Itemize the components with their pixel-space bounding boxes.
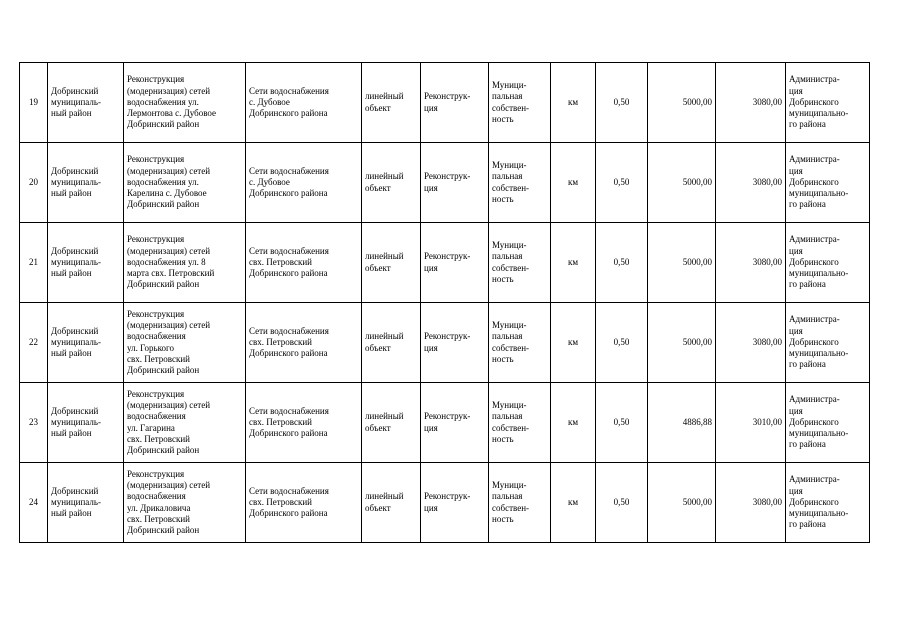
row-number <box>20 223 48 303</box>
cost-cell <box>648 223 716 303</box>
row-number <box>20 143 48 223</box>
table-body <box>20 63 870 543</box>
work-type-cell-text: Реконструк- ция <box>424 171 471 193</box>
object-type-cell <box>362 303 421 383</box>
unit-cell <box>551 303 596 383</box>
cost-cell-text: 4886,88 <box>682 416 712 427</box>
unit-cell <box>551 63 596 143</box>
investment-projects-table <box>19 62 870 543</box>
project-name-cell <box>124 63 246 143</box>
object-type-cell-text: линейный объект <box>365 411 404 433</box>
row-number-text: 23 <box>29 416 38 427</box>
ownership-cell-text: Муници- пальная собствен- ность <box>492 240 530 284</box>
municipality-cell <box>48 303 124 383</box>
quantity-cell <box>596 383 648 463</box>
customer-cell <box>786 303 870 383</box>
object-type-cell-text: линейный объект <box>365 251 404 273</box>
cost-cell-text: 5000,00 <box>682 96 712 107</box>
municipality-cell-text: Добринский муниципаль- ный район <box>51 405 101 439</box>
object-name-cell <box>246 303 362 383</box>
project-name-cell <box>124 143 246 223</box>
quantity-cell-text: 0,50 <box>613 416 630 427</box>
project-name-cell <box>124 383 246 463</box>
object-type-cell <box>362 223 421 303</box>
financing-cell <box>716 143 786 223</box>
unit-cell-text: км <box>567 496 579 507</box>
object-name-cell <box>246 143 362 223</box>
financing-cell-text: 3080,00 <box>752 256 782 267</box>
table-row <box>20 63 870 143</box>
ownership-cell-text: Муници- пальная собствен- ность <box>492 320 530 364</box>
object-type-cell-text: линейный объект <box>365 331 404 353</box>
row-number <box>20 383 48 463</box>
cost-cell <box>648 303 716 383</box>
project-name-cell-text: Реконструкция (модернизация) сетей водоснабжения ул. Гагарина свх. Петровский Добринский район <box>127 388 211 455</box>
quantity-cell-text: 0,50 <box>613 336 630 347</box>
municipality-cell <box>48 463 124 543</box>
customer-cell-text: Администра- ция Добринского муниципально- го района <box>789 74 849 130</box>
customer-cell <box>786 223 870 303</box>
table-row <box>20 463 870 543</box>
work-type-cell-text: Реконструк- ция <box>424 331 471 353</box>
unit-cell <box>551 223 596 303</box>
financing-cell <box>716 63 786 143</box>
cost-cell-text: 5000,00 <box>682 176 712 187</box>
object-name-cell-text: Сети водоснабжения свх. Петровский Добринского района <box>249 405 329 439</box>
municipality-cell-text: Добринский муниципаль- ный район <box>51 165 101 199</box>
municipality-cell-text: Добринский муниципаль- ный район <box>51 325 101 359</box>
ownership-cell-text: Муници- пальная собствен- ность <box>492 160 530 204</box>
municipality-cell <box>48 143 124 223</box>
financing-cell-text: 3010,00 <box>752 416 782 427</box>
row-number <box>20 63 48 143</box>
unit-cell-text: км <box>567 176 579 187</box>
unit-cell <box>551 143 596 223</box>
quantity-cell <box>596 303 648 383</box>
object-type-cell-text: линейный объект <box>365 171 404 193</box>
municipality-cell <box>48 383 124 463</box>
cost-cell <box>648 383 716 463</box>
unit-cell-text: км <box>567 336 579 347</box>
object-name-cell <box>246 463 362 543</box>
quantity-cell-text: 0,50 <box>613 96 630 107</box>
object-name-cell-text: Сети водоснабжения свх. Петровский Добринского района <box>249 245 329 279</box>
financing-cell-text: 3080,00 <box>752 336 782 347</box>
financing-cell <box>716 223 786 303</box>
cost-cell <box>648 143 716 223</box>
work-type-cell-text: Реконструк- ция <box>424 491 471 513</box>
customer-cell <box>786 63 870 143</box>
project-name-cell <box>124 463 246 543</box>
customer-cell <box>786 143 870 223</box>
quantity-cell-text: 0,50 <box>613 256 630 267</box>
work-type-cell <box>421 63 489 143</box>
ownership-cell <box>489 303 551 383</box>
object-name-cell <box>246 63 362 143</box>
financing-cell-text: 3080,00 <box>752 96 782 107</box>
cost-cell <box>648 63 716 143</box>
project-name-cell-text: Реконструкция (модернизация) сетей водоснабжения ул. 8 марта свх. Петровский Добринский район <box>127 234 215 290</box>
work-type-cell <box>421 383 489 463</box>
object-type-cell-text: линейный объект <box>365 91 404 113</box>
ownership-cell <box>489 383 551 463</box>
municipality-cell-text: Добринский муниципаль- ный район <box>51 85 101 119</box>
quantity-cell <box>596 223 648 303</box>
object-name-cell <box>246 383 362 463</box>
table-row <box>20 303 870 383</box>
object-name-cell-text: Сети водоснабжения с. Дубовое Добринского района <box>249 85 329 119</box>
table-row <box>20 223 870 303</box>
unit-cell-text: км <box>567 416 579 427</box>
municipality-cell-text: Добринский муниципаль- ный район <box>51 245 101 279</box>
customer-cell <box>786 463 870 543</box>
customer-cell-text: Администра- ция Добринского муниципально- го района <box>789 314 849 370</box>
row-number-text: 19 <box>29 96 38 107</box>
unit-cell-text: км <box>567 96 579 107</box>
unit-cell <box>551 383 596 463</box>
work-type-cell-text: Реконструк- ция <box>424 251 471 273</box>
project-name-cell-text: Реконструкция (модернизация) сетей водоснабжения ул. Лермонтова с. Дубовое Добринский район <box>127 74 216 130</box>
row-number-text: 22 <box>29 336 38 347</box>
object-type-cell <box>362 463 421 543</box>
cost-cell-text: 5000,00 <box>682 256 712 267</box>
financing-cell <box>716 463 786 543</box>
cost-cell <box>648 463 716 543</box>
customer-cell-text: Администра- ция Добринского муниципально- го района <box>789 154 849 210</box>
ownership-cell-text: Муници- пальная собствен- ность <box>492 480 530 524</box>
customer-cell <box>786 383 870 463</box>
ownership-cell-text: Муници- пальная собствен- ность <box>492 80 530 124</box>
customer-cell-text: Администра- ция Добринского муниципально- го района <box>789 234 849 290</box>
project-name-cell-text: Реконструкция (модернизация) сетей водоснабжения ул. Дрикаловича свх. Петровский Добринский район <box>127 468 211 535</box>
ownership-cell <box>489 223 551 303</box>
row-number-text: 21 <box>29 256 38 267</box>
ownership-cell <box>489 463 551 543</box>
work-type-cell <box>421 463 489 543</box>
ownership-cell <box>489 63 551 143</box>
unit-cell-text: км <box>567 256 579 267</box>
row-number <box>20 463 48 543</box>
object-type-cell-text: линейный объект <box>365 491 404 513</box>
row-number <box>20 303 48 383</box>
quantity-cell <box>596 463 648 543</box>
ownership-cell <box>489 143 551 223</box>
project-name-cell <box>124 223 246 303</box>
row-number-text: 20 <box>29 176 38 187</box>
work-type-cell <box>421 143 489 223</box>
municipality-cell <box>48 63 124 143</box>
work-type-cell-text: Реконструк- ция <box>424 411 471 433</box>
object-type-cell <box>362 383 421 463</box>
row-number-text: 24 <box>29 496 38 507</box>
table-row <box>20 383 870 463</box>
object-name-cell-text: Сети водоснабжения свх. Петровский Добринского района <box>249 485 329 519</box>
unit-cell <box>551 463 596 543</box>
quantity-cell-text: 0,50 <box>613 176 630 187</box>
cost-cell-text: 5000,00 <box>682 336 712 347</box>
table-row <box>20 143 870 223</box>
project-name-cell-text: Реконструкция (модернизация) сетей водоснабжения ул. Горького свх. Петровский Добринский район <box>127 308 211 375</box>
object-type-cell <box>362 143 421 223</box>
work-type-cell <box>421 303 489 383</box>
customer-cell-text: Администра- ция Добринского муниципально- го района <box>789 394 849 450</box>
financing-cell <box>716 303 786 383</box>
ownership-cell-text: Муници- пальная собствен- ность <box>492 400 530 444</box>
financing-cell-text: 3080,00 <box>752 496 782 507</box>
project-name-cell <box>124 303 246 383</box>
financing-cell-text: 3080,00 <box>752 176 782 187</box>
project-name-cell-text: Реконструкция (модернизация) сетей водоснабжения ул. Карелина с. Дубовое Добринский район <box>127 154 211 210</box>
object-type-cell <box>362 63 421 143</box>
financing-cell <box>716 383 786 463</box>
customer-cell-text: Администра- ция Добринского муниципально- го района <box>789 474 849 530</box>
quantity-cell <box>596 143 648 223</box>
object-name-cell-text: Сети водоснабжения свх. Петровский Добринского района <box>249 325 329 359</box>
quantity-cell-text: 0,50 <box>613 496 630 507</box>
object-name-cell <box>246 223 362 303</box>
municipality-cell <box>48 223 124 303</box>
work-type-cell-text: Реконструк- ция <box>424 91 471 113</box>
municipality-cell-text: Добринский муниципаль- ный район <box>51 485 101 519</box>
object-name-cell-text: Сети водоснабжения с. Дубовое Добринского района <box>249 165 329 199</box>
work-type-cell <box>421 223 489 303</box>
quantity-cell <box>596 63 648 143</box>
cost-cell-text: 5000,00 <box>682 496 712 507</box>
